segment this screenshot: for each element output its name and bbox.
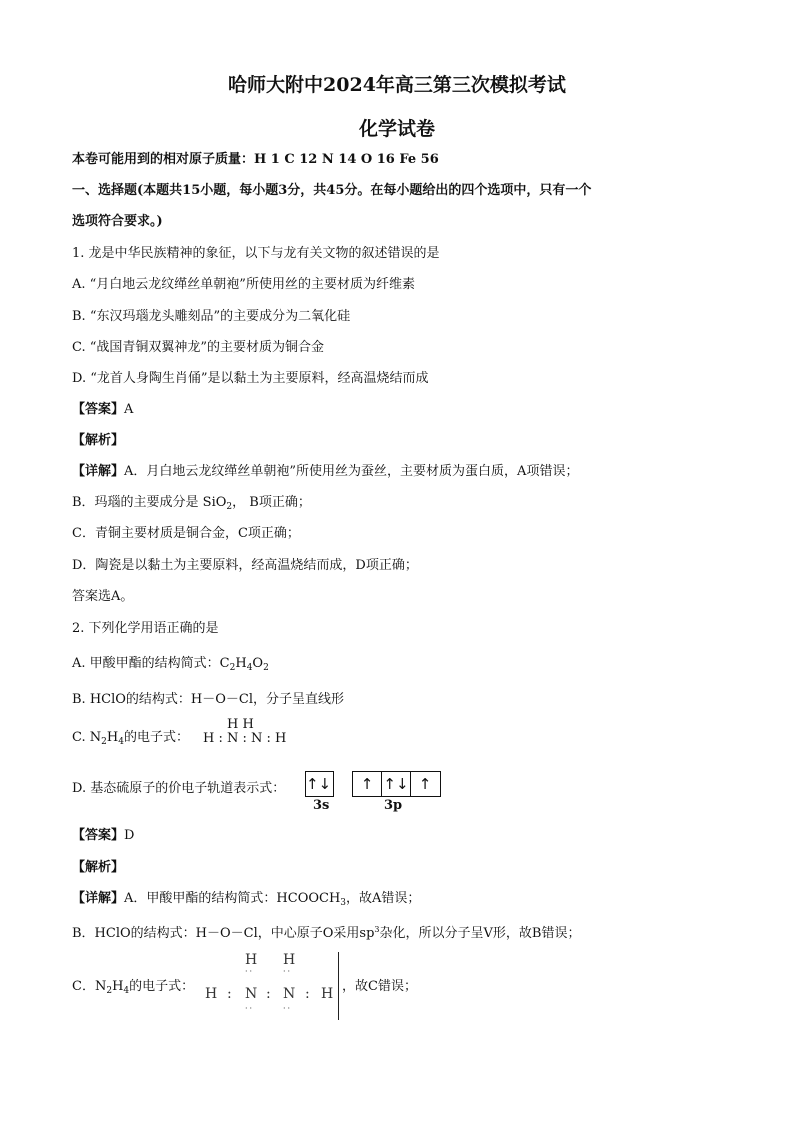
q2-analysis-label: 【解析】 — [72, 860, 125, 875]
q2-detail-c-sub2: 4 — [123, 986, 130, 996]
q2-detail-a — [72, 890, 420, 912]
q2-a-sub1: 2 — [229, 663, 236, 673]
q1-analysis-label: 【解析】 — [72, 433, 125, 448]
electron-dots-top-2: ·· — [283, 967, 293, 976]
q1-stem: 1. 龙是中华民族精神的象征，以下与龙有关文物的叙述错误的是 — [72, 246, 440, 261]
q2-answer-label: 【答案】 — [72, 828, 125, 843]
q2-c-sub1: 2 — [101, 737, 107, 747]
q1-answer-value: A — [124, 402, 134, 417]
q2-detail-a-pre: A．甲酸甲酯的结构简式：HCOOCH — [124, 891, 341, 906]
q2-c-pre: C. N — [72, 730, 102, 745]
q2-option-c — [72, 729, 189, 751]
q2-detail-c-h: H — [112, 979, 124, 994]
q1-detail-d: D．陶瓷是以黏土为主要原料，经高温烧结而成，D项正确； — [72, 558, 418, 573]
q2-a-sub2: 4 — [246, 663, 253, 673]
q1-detail-a — [72, 463, 578, 481]
electron-h-top-2: H — [283, 952, 296, 968]
q2-detail-a-post: ，故A错误； — [346, 891, 421, 906]
q2-option-d: D. 基态硫原子的价电子轨道表示式： — [72, 781, 286, 796]
q1-option-a: A. “月白地云龙纹缂丝单朝袍”所使用丝的主要材质为纤维素 — [72, 277, 415, 292]
electron-colon-1: : — [227, 986, 232, 1002]
orbital-3p-label: 3p — [384, 798, 403, 813]
q2-detail-c-mid: 的电子式： — [129, 979, 195, 994]
q1-detail-b — [72, 494, 311, 516]
orbital-3s-label: 3s — [313, 798, 330, 813]
q2-detail-b-sup: 3 — [374, 925, 380, 934]
electron-dots-top-1: ·· — [245, 967, 255, 976]
orbital-3p-2: ↑↓ — [382, 772, 411, 796]
q2-c-h: H — [106, 730, 119, 745]
q1-answer-label: 【答案】 — [72, 402, 125, 417]
q1-detail-b-sub: 2 — [226, 502, 233, 512]
q2-answer-value: D — [124, 828, 135, 843]
divider-line — [338, 952, 339, 1020]
q2-detail-a-sub: 3 — [340, 898, 347, 908]
q2-detail-c — [72, 978, 194, 1000]
electron-n-1: N — [245, 986, 258, 1002]
q2-a-sub3: 2 — [263, 663, 269, 673]
q2-a-h: H — [235, 656, 247, 671]
orbital-3s-box — [305, 771, 334, 797]
q2-detail-b-pre: B．HClO的结构式：H－O－Cl，中心原子O采用sp — [72, 926, 375, 941]
electron-h-right: H — [321, 986, 334, 1002]
q1-option-d: D. “龙首人身陶生肖俑”是以黏土为主要原料，经高温烧结而成 — [72, 371, 429, 386]
orbital-3s-electrons: ↑↓ — [305, 775, 332, 793]
q2-c-post: 的电子式： — [123, 730, 189, 745]
q2-detail-c-electron-diagram — [203, 950, 338, 1020]
electron-n-2: N — [283, 986, 296, 1002]
q2-answer — [72, 827, 134, 845]
section-heading-line1: 一、选择题(本题共15小题，每小题3分，共45分。在每小题给出的四个选项中，只有一个 — [72, 183, 592, 198]
q2-c-electron-formula — [203, 718, 286, 746]
orbital-3p-3: ↑ — [418, 775, 432, 793]
exam-title: 哈师大附中2024年高三第三次模拟考试 — [228, 74, 566, 96]
electron-h-left: H — [205, 986, 218, 1002]
electron-colon-3: : — [305, 986, 310, 1002]
q2-c-row2: H : N : N : H — [203, 731, 287, 746]
orbital-3p-1: ↑ — [353, 772, 382, 796]
q2-detail-label: 【详解】 — [72, 891, 125, 906]
q1-answer — [72, 401, 133, 419]
q2-detail-c-sub1: 2 — [106, 986, 113, 996]
q1-conclusion: 答案选A。 — [72, 589, 134, 604]
q2-c-row1: H H — [227, 717, 254, 732]
q1-detail-b-post: ， B项正确； — [232, 495, 311, 510]
orbital-3p-box — [352, 771, 441, 797]
electron-h-top-1: H — [245, 952, 258, 968]
q1-detail-c: C．青铜主要材质是铜合金，C项正确； — [72, 526, 300, 541]
q2-detail-b-post: 杂化，所以分子呈V形，故B错误； — [379, 926, 581, 941]
electron-dots-bottom-1: ·· — [245, 1004, 255, 1013]
q1-detail-a-text: A．月白地云龙纹缂丝单朝袍”所使用丝为蚕丝，主要材质为蛋白质，A项错误； — [124, 464, 579, 479]
q1-detail-label: 【详解】 — [72, 464, 125, 479]
electron-dots-bottom-2: ·· — [283, 1004, 293, 1013]
q2-c-sub2: 4 — [118, 737, 124, 747]
q2-detail-c-pre: C．N — [72, 979, 107, 994]
q1-option-c: C. “战国青铜双翼神龙”的主要材质为铜合金 — [72, 340, 325, 355]
q1-detail-b-pre: B．玛瑙的主要成分是 SiO — [72, 495, 227, 510]
q2-stem: 2. 下列化学用语正确的是 — [72, 621, 219, 636]
q1-option-b: B. “东汉玛瑙龙头雕刻品”的主要成分为二氧化硅 — [72, 309, 351, 324]
q2-detail-c-post: ，故C错误； — [342, 979, 417, 994]
atomic-masses: 本卷可能用到的相对原子质量：H 1 C 12 N 14 O 16 Fe 56 — [72, 152, 439, 167]
section-heading-line2: 选项符合要求。) — [72, 214, 163, 229]
paper-subtitle: 化学试卷 — [358, 118, 435, 140]
q2-option-a — [72, 655, 269, 677]
electron-colon-2: : — [266, 986, 271, 1002]
q2-detail-b — [72, 921, 580, 943]
q2-a-o: O — [252, 656, 264, 671]
q2-option-b: B. HClO的结构式：H－O－Cl，分子呈直线形 — [72, 692, 345, 707]
q2-a-text: A. 甲酸甲酯的结构简式：C — [72, 656, 230, 671]
